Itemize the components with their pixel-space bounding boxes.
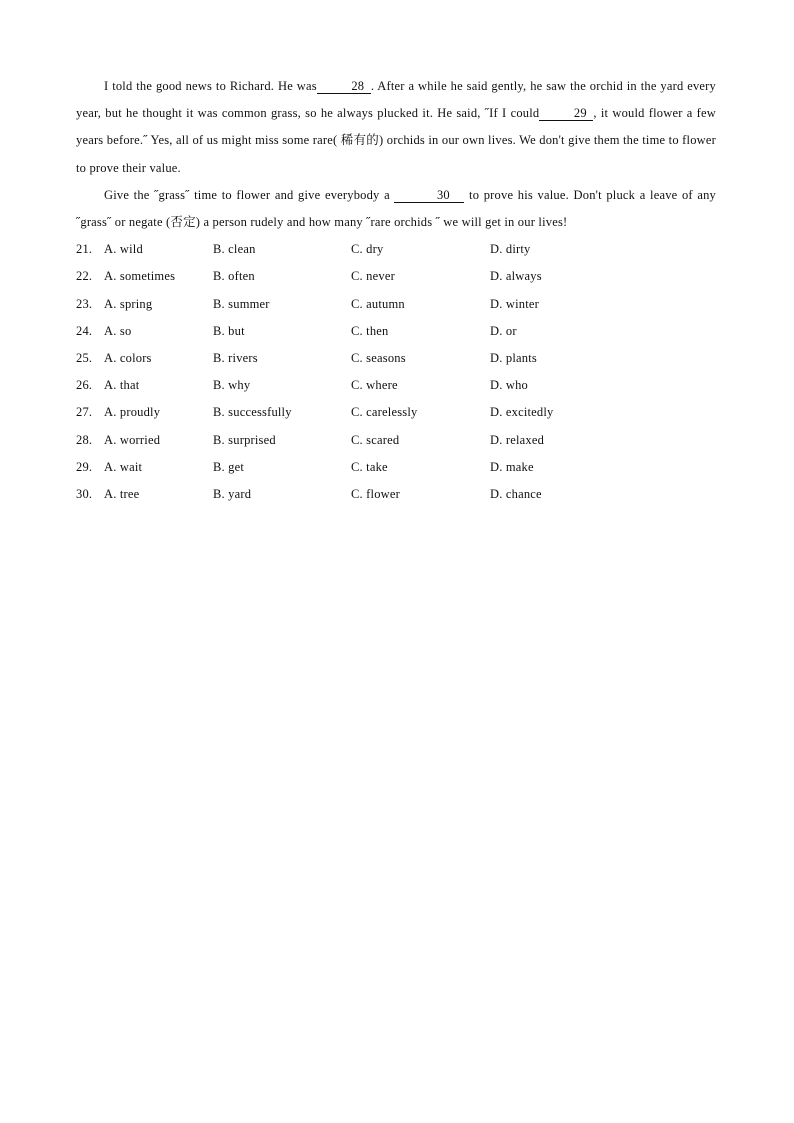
question-number: 24.: [76, 323, 93, 338]
question-row: [76, 399, 716, 426]
option-c: C. where: [351, 378, 398, 393]
document-page: [76, 73, 716, 508]
option-b: B. successfully: [213, 405, 292, 420]
question-row: [76, 345, 716, 372]
option-a: A. wild: [104, 242, 143, 257]
question-row: [76, 481, 716, 508]
option-d: D. make: [490, 459, 534, 474]
option-c: C. carelessly: [351, 405, 418, 420]
option-d: D. winter: [490, 296, 540, 311]
option-b: B. yard: [213, 486, 252, 501]
option-c: C. then: [351, 323, 389, 338]
question-number: 30.: [76, 486, 93, 501]
option-d: D. or: [490, 323, 517, 338]
option-d: D. who: [490, 378, 529, 393]
question-row: [76, 318, 716, 345]
option-d: D. chance: [490, 486, 542, 501]
question-number: 29.: [76, 459, 93, 474]
option-a: A. tree: [104, 486, 140, 501]
question-row: [76, 427, 716, 454]
option-b: B. why: [213, 378, 251, 393]
option-c: C. never: [351, 269, 395, 284]
option-a: A. wait: [104, 459, 143, 474]
passage-text: . After a while he said gently, he saw the orchid in the yard every year, but he thought it was common grass, so he always plucked it. He said, ˝If I could: [76, 79, 716, 121]
option-a: A. colors: [104, 350, 152, 365]
question-row: [76, 372, 716, 399]
option-d: D. always: [490, 269, 542, 284]
option-a: A. sometimes: [104, 269, 176, 284]
option-a: A. proudly: [104, 405, 161, 420]
passage-paragraph-2: [76, 182, 716, 236]
option-c: C. autumn: [351, 296, 405, 311]
blank-28: 28: [317, 79, 371, 94]
question-row: [76, 236, 716, 263]
question-number: 22.: [76, 269, 93, 284]
option-a: A. spring: [104, 296, 153, 311]
option-d: D. relaxed: [490, 432, 545, 447]
passage-text: , it would flower a few years before.˝ Yes, all of us might miss some rare( 稀有的) orchids in our own lives. We don't give them the time to flower to prove their value.: [76, 106, 716, 175]
question-number: 23.: [76, 296, 93, 311]
question-number: 21.: [76, 242, 93, 257]
question-row: [76, 291, 716, 318]
option-a: A. worried: [104, 432, 161, 447]
question-row: [76, 263, 716, 290]
question-options: [76, 236, 716, 508]
option-a: A. that: [104, 378, 140, 393]
option-c: C. seasons: [351, 350, 406, 365]
blank-29: 29: [539, 106, 593, 121]
passage-text: I told the good news to Richard. He was: [104, 79, 317, 93]
option-c: C. scared: [351, 432, 400, 447]
option-b: B. often: [213, 269, 255, 284]
question-number: 25.: [76, 350, 93, 365]
option-d: D. plants: [490, 350, 537, 365]
option-c: C. take: [351, 459, 388, 474]
passage-text: to prove his value. Don't pluck a leave of any ˝grass˝ or negate (否定) a person rudely and how many ˝rare orchids ˝ we will get in our lives!: [76, 187, 717, 230]
question-number: 28.: [76, 432, 93, 447]
option-b: B. clean: [213, 242, 256, 257]
question-number: 27.: [76, 405, 93, 420]
option-d: D. excitedly: [490, 405, 554, 420]
option-b: B. get: [213, 459, 245, 474]
option-b: B. but: [213, 323, 245, 338]
question-row: [76, 454, 716, 481]
option-b: B. summer: [213, 296, 270, 311]
blank-30: 30: [394, 188, 464, 203]
option-c: C. flower: [351, 486, 401, 501]
question-number: 26.: [76, 378, 93, 393]
option-c: C. dry: [351, 242, 384, 257]
option-a: A. so: [104, 323, 132, 338]
option-b: B. surprised: [213, 432, 276, 447]
passage-text: Give the ˝grass˝ time to flower and give everybody a: [104, 187, 390, 202]
option-d: D. dirty: [490, 242, 531, 257]
option-b: B. rivers: [213, 350, 258, 365]
passage-paragraph-1: [76, 73, 716, 182]
